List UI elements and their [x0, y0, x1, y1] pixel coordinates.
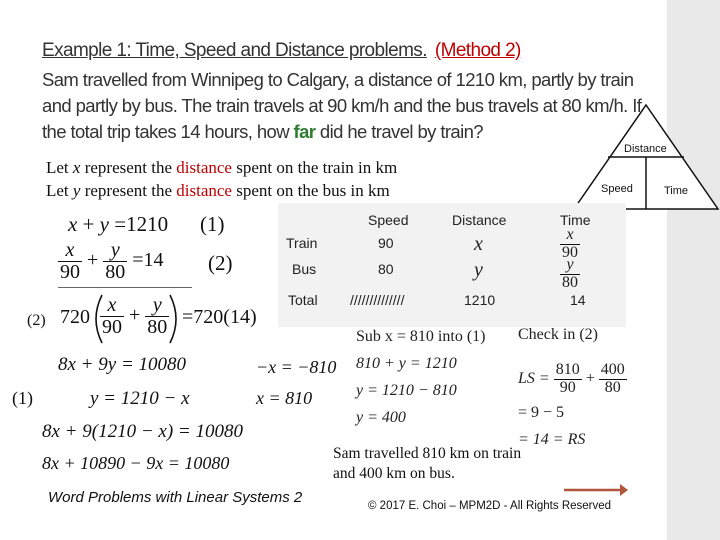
row-train-label: Train	[286, 235, 318, 251]
row-bus-time: $\frac{y}{80}$	[562, 256, 578, 291]
triangle-speed-label: Speed	[601, 183, 633, 195]
let-x-suffix: spent on the train in km	[231, 158, 398, 177]
check-line-2: = 9 − 5	[518, 404, 565, 421]
from-1-tag: (1)	[12, 388, 33, 408]
row-train-distance: x	[474, 233, 483, 255]
check-ls: LS = $\frac{810}{90}$ + $\frac{400}{80}$	[518, 361, 625, 396]
let-y-line	[46, 181, 390, 201]
triangle-distance-label: Distance	[624, 143, 667, 155]
divider-line	[58, 287, 192, 288]
slide-title	[42, 40, 521, 62]
problem-text-after: did he travel by train?	[315, 121, 483, 142]
sub-heading: Sub x = 810 into (1)	[356, 328, 486, 345]
let-y-var: y	[72, 181, 81, 200]
footer-title: Word Problems with Linear Systems 2	[48, 489, 303, 506]
let-y-mid: represent the	[80, 181, 177, 200]
row-train-speed: 90	[378, 235, 394, 251]
let-y-highlight: distance	[176, 181, 232, 200]
substituted-equation: 8x + 9(1210 − x) = 10080	[42, 421, 243, 442]
multiply-expression: $\frac{x}{90}$ + $\frac{y}{80}$	[102, 294, 168, 338]
equation-2: $\frac{x}{90}$ + $\frac{y}{80}$ =14	[60, 239, 164, 283]
footer-copyright: © 2017 E. Choi – MPM2D - All Rights Reserved	[368, 500, 612, 512]
negated-equation: −x = −810	[256, 357, 337, 377]
let-x-mid: represent the	[80, 158, 177, 177]
x-solution: x = 810	[256, 388, 313, 408]
let-x-highlight: distance	[176, 158, 232, 177]
distance-speed-time-triangle	[572, 103, 720, 211]
sub-line-1: 810 + y = 1210	[356, 355, 457, 372]
y-expression: y = 1210 − x	[90, 388, 190, 409]
simplified-equation: 8x + 9y = 10080	[58, 354, 187, 375]
header-distance: Distance	[452, 212, 507, 228]
row-total-distance: 1210	[464, 292, 496, 308]
check-heading: Check in (2)	[518, 326, 598, 343]
problem-text-before: Sam travelled from Winnipeg to Calgary, a distance of 1210 km, partly by train and partly by bus. The train travels at 90 km/h and the bus travels at 80 km/h. If the total trip takes 14 hours, how	[42, 69, 642, 142]
sub-line-2: y = 1210 − 810	[356, 382, 457, 399]
triangle-time-label: Time	[664, 185, 689, 197]
row-bus-speed: 80	[378, 261, 394, 277]
let-x-prefix: Let	[46, 158, 73, 177]
multiply-tag: (2)	[27, 312, 46, 329]
sub-line-3: y = 400	[356, 409, 406, 426]
row-total-label: Total	[288, 292, 318, 308]
expanded-equation: 8x + 10890 − 9x = 10080	[42, 453, 230, 473]
next-arrow-icon[interactable]	[562, 482, 630, 498]
row-train-time: $\frac{x}{90}$	[562, 226, 578, 261]
problem-statement	[42, 67, 642, 145]
row-total-time: 14	[570, 292, 586, 308]
row-bus-label: Bus	[292, 261, 317, 277]
header-time: Time	[560, 212, 591, 228]
equation-2-label: (2)	[208, 251, 233, 275]
right-sidebar	[667, 0, 720, 540]
let-y-suffix: spent on the bus in km	[231, 181, 390, 200]
let-x-line	[46, 158, 397, 178]
conclusion-line-2: and 400 km on bus.	[333, 465, 455, 482]
multiply-rhs: =720(14)	[182, 306, 257, 328]
equation-1-label: (1)	[200, 212, 225, 236]
conclusion-line-1: Sam travelled 810 km on train	[333, 445, 522, 462]
equation-1: x + y =1210	[68, 212, 169, 236]
multiply-coef: 720	[60, 306, 90, 328]
let-x-var: x	[72, 158, 81, 177]
row-bus-distance: y	[474, 259, 483, 281]
title-method: (Method 2)	[434, 40, 521, 61]
conclusion	[333, 444, 521, 484]
dst-table	[278, 203, 626, 327]
problem-highlight-far: far	[293, 121, 316, 142]
title-main: Example 1: Time, Speed and Distance problems.	[42, 40, 427, 61]
check-line-3: = 14 = RS	[518, 431, 586, 448]
header-speed: Speed	[368, 212, 409, 228]
row-total-speed: //////////////	[350, 292, 405, 308]
let-y-prefix: Let	[46, 181, 73, 200]
